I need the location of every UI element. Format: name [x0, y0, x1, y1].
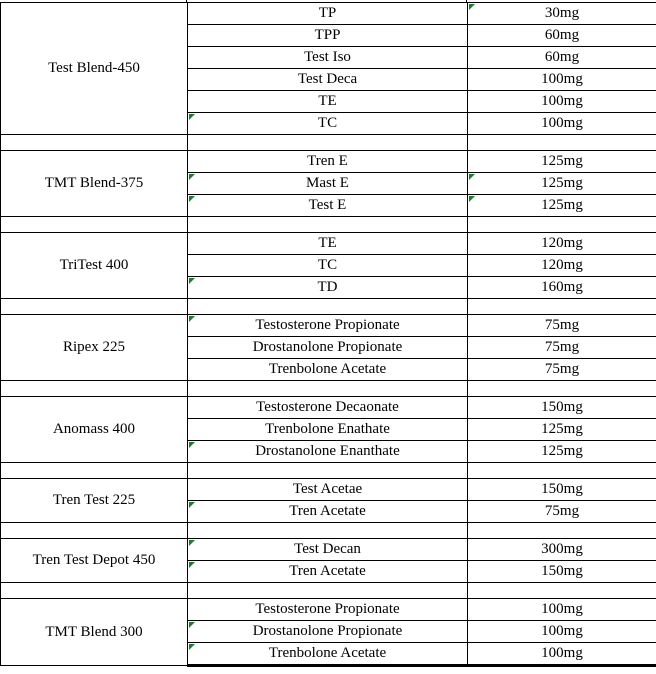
separator-cell[interactable]: [188, 583, 468, 599]
dose-label: 120mg: [541, 235, 583, 251]
blend-name-label: Test Blend-450: [48, 60, 140, 76]
component-name-cell[interactable]: [188, 479, 468, 501]
blend-name-cell[interactable]: [1, 233, 188, 299]
blend-name-label: Anomass 400: [52, 421, 136, 437]
dose-cell[interactable]: [468, 599, 656, 621]
blend-composition-table: [0, 2, 656, 667]
separator-cell[interactable]: [1, 135, 188, 151]
component-name-label: Trenbolone Enathate: [265, 421, 390, 437]
component-name-label: Trenbolone Acetate: [268, 361, 387, 377]
dose-cell[interactable]: [468, 47, 656, 69]
blend-name-cell[interactable]: [1, 151, 188, 217]
dose-cell[interactable]: [468, 3, 656, 25]
component-name-cell[interactable]: [188, 599, 468, 621]
component-name-cell[interactable]: [188, 47, 468, 69]
dose-label: 125mg: [541, 421, 583, 437]
dose-label: 125mg: [541, 153, 583, 169]
dose-cell[interactable]: [468, 419, 656, 441]
component-name-cell[interactable]: [188, 501, 468, 523]
dose-label: 100mg: [541, 601, 583, 617]
component-name-cell[interactable]: [188, 25, 468, 47]
dose-label: 100mg: [541, 115, 583, 131]
dose-cell[interactable]: [468, 255, 656, 277]
component-row: [1, 233, 656, 255]
error-indicator-triangle-icon: [469, 174, 475, 180]
dose-label: 75mg: [544, 361, 580, 377]
dose-label: 300mg: [541, 541, 583, 557]
separator-row: [1, 135, 656, 151]
dose-label: 100mg: [541, 623, 583, 639]
component-name-label: Test E: [308, 197, 347, 213]
separator-row: [1, 523, 656, 539]
component-name-label: Testosterone Propionate: [255, 601, 400, 617]
separator-row: [1, 463, 656, 479]
component-name-cell[interactable]: [188, 173, 468, 195]
blend-name-label: TMT Blend-375: [44, 175, 144, 191]
blend-name-label: Tren Test Depot 450: [32, 552, 156, 568]
dose-label: 60mg: [544, 49, 580, 65]
dose-cell[interactable]: [468, 621, 656, 643]
component-name-cell[interactable]: [188, 419, 468, 441]
separator-cell[interactable]: [1, 523, 188, 539]
dose-cell[interactable]: [468, 315, 656, 337]
component-row: [1, 397, 656, 419]
component-name-cell[interactable]: [188, 233, 468, 255]
component-name-label: Drostanolone Propionate: [252, 339, 403, 355]
separator-cell[interactable]: [468, 381, 656, 397]
error-indicator-triangle-icon: [189, 540, 195, 546]
dose-label: 120mg: [541, 257, 583, 273]
component-name-label: Tren E: [307, 153, 348, 169]
dose-label: 60mg: [544, 27, 580, 43]
component-name-cell[interactable]: [188, 255, 468, 277]
component-name-label: TE: [318, 93, 337, 109]
component-name-cell[interactable]: [188, 113, 468, 135]
error-indicator-triangle-icon: [189, 502, 195, 508]
dose-cell[interactable]: [468, 501, 656, 523]
component-name-label: TPP: [314, 27, 341, 43]
dose-label: 30mg: [544, 5, 580, 21]
dose-label: 125mg: [541, 443, 583, 459]
component-row: [1, 3, 656, 25]
component-row: [1, 151, 656, 173]
separator-cell[interactable]: [468, 463, 656, 479]
dose-cell[interactable]: [468, 397, 656, 419]
dose-cell[interactable]: [468, 539, 656, 561]
blend-name-cell[interactable]: [1, 599, 188, 666]
dose-label: 75mg: [544, 503, 580, 519]
separator-row: [1, 583, 656, 599]
separator-cell[interactable]: [188, 135, 468, 151]
component-name-cell[interactable]: [188, 643, 468, 666]
blend-name-cell[interactable]: [1, 539, 188, 583]
error-indicator-triangle-icon: [189, 196, 195, 202]
dose-cell[interactable]: [468, 479, 656, 501]
error-indicator-triangle-icon: [189, 622, 195, 628]
component-name-cell[interactable]: [188, 539, 468, 561]
separator-cell[interactable]: [1, 583, 188, 599]
blend-name-label: Ripex 225: [62, 339, 126, 355]
component-name-cell[interactable]: [188, 69, 468, 91]
blend-name-label: TMT Blend 300: [45, 623, 143, 640]
component-name-cell[interactable]: [188, 397, 468, 419]
component-name-cell[interactable]: [188, 277, 468, 299]
dose-cell[interactable]: [468, 25, 656, 47]
component-name-label: TC: [317, 115, 338, 131]
separator-cell[interactable]: [468, 217, 656, 233]
separator-cell[interactable]: [468, 135, 656, 151]
blend-name-cell[interactable]: [1, 3, 188, 135]
dose-cell[interactable]: [468, 233, 656, 255]
dose-label: 125mg: [541, 175, 583, 191]
dose-cell[interactable]: [468, 561, 656, 583]
separator-cell[interactable]: [1, 217, 188, 233]
dose-label: 100mg: [541, 71, 583, 87]
component-name-label: TP: [318, 5, 337, 21]
component-name-cell[interactable]: [188, 621, 468, 643]
dose-cell[interactable]: [468, 643, 656, 666]
component-name-cell[interactable]: [188, 195, 468, 217]
component-row: [1, 479, 656, 501]
separator-cell[interactable]: [1, 463, 188, 479]
separator-cell[interactable]: [188, 463, 468, 479]
component-row: [1, 315, 656, 337]
component-name-label: Drostanolone Propionate: [252, 623, 403, 639]
component-name-label: Trenbolone Acetate: [268, 645, 387, 661]
dose-cell[interactable]: [468, 91, 656, 113]
error-indicator-triangle-icon: [469, 4, 475, 10]
component-name-label: Tren Acetate: [289, 563, 366, 579]
component-name-label: Mast E: [306, 175, 349, 191]
blend-name-cell[interactable]: [1, 315, 188, 381]
component-name-label: Drostanolone Enanthate: [255, 443, 400, 459]
blend-name-cell[interactable]: [1, 479, 188, 523]
separator-cell[interactable]: [468, 523, 656, 539]
dose-label: 150mg: [541, 481, 583, 497]
component-row: [1, 539, 656, 561]
dose-cell[interactable]: [468, 195, 656, 217]
table-body: [1, 3, 656, 666]
component-name-label: Testosterone Propionate: [255, 317, 400, 333]
separator-row: [1, 217, 656, 233]
dose-label: 75mg: [544, 317, 580, 333]
component-name-cell[interactable]: [188, 337, 468, 359]
separator-row: [1, 299, 656, 315]
dose-label: 150mg: [541, 399, 583, 415]
error-indicator-triangle-icon: [189, 278, 195, 284]
dose-cell[interactable]: [468, 359, 656, 381]
dose-cell[interactable]: [468, 69, 656, 91]
component-name-cell[interactable]: [188, 91, 468, 113]
separator-cell[interactable]: [188, 523, 468, 539]
component-name-cell[interactable]: [188, 151, 468, 173]
component-name-label: Test Deca: [297, 71, 358, 87]
error-indicator-triangle-icon: [189, 442, 195, 448]
component-name-cell[interactable]: [188, 315, 468, 337]
component-name-cell[interactable]: [188, 561, 468, 583]
component-name-cell[interactable]: [188, 359, 468, 381]
dose-cell[interactable]: [468, 441, 656, 463]
dose-cell[interactable]: [468, 113, 656, 135]
separator-cell[interactable]: [1, 299, 188, 315]
dose-cell[interactable]: [468, 277, 656, 299]
separator-cell[interactable]: [188, 299, 468, 315]
dose-label: 125mg: [541, 197, 583, 213]
component-name-label: TE: [318, 235, 337, 251]
error-indicator-triangle-icon: [469, 196, 475, 202]
error-indicator-triangle-icon: [189, 114, 195, 120]
separator-cell[interactable]: [188, 217, 468, 233]
error-indicator-triangle-icon: [189, 316, 195, 322]
blend-name-label: TriTest 400: [59, 257, 129, 273]
separator-cell[interactable]: [188, 381, 468, 397]
dose-label: 75mg: [544, 339, 580, 355]
error-indicator-triangle-icon: [189, 644, 195, 650]
component-name-label: Test Acetae: [292, 481, 363, 497]
component-name-label: Test Iso: [304, 49, 351, 65]
separator-cell[interactable]: [468, 583, 656, 599]
dose-label: 100mg: [541, 645, 583, 661]
separator-row: [1, 381, 656, 397]
dose-label: 160mg: [541, 279, 583, 295]
component-name-label: Tren Acetate: [289, 503, 366, 519]
dose-cell[interactable]: [468, 337, 656, 359]
component-name-label: TD: [317, 279, 338, 295]
error-indicator-triangle-icon: [189, 174, 195, 180]
dose-cell[interactable]: [468, 151, 656, 173]
separator-cell[interactable]: [1, 381, 188, 397]
blend-name-cell[interactable]: [1, 397, 188, 463]
dose-cell[interactable]: [468, 173, 656, 195]
component-name-label: Test Decan: [294, 541, 361, 557]
component-name-cell[interactable]: [188, 441, 468, 463]
blend-name-label: Tren Test 225: [52, 492, 136, 508]
error-indicator-triangle-icon: [189, 562, 195, 568]
separator-cell[interactable]: [468, 299, 656, 315]
component-name-label: TC: [317, 257, 338, 273]
dose-label: 100mg: [541, 93, 583, 109]
component-row: [1, 599, 656, 621]
component-name-cell[interactable]: [188, 3, 468, 25]
dose-label: 150mg: [541, 563, 583, 579]
component-name-label: Testosterone Decaonate: [256, 399, 399, 415]
